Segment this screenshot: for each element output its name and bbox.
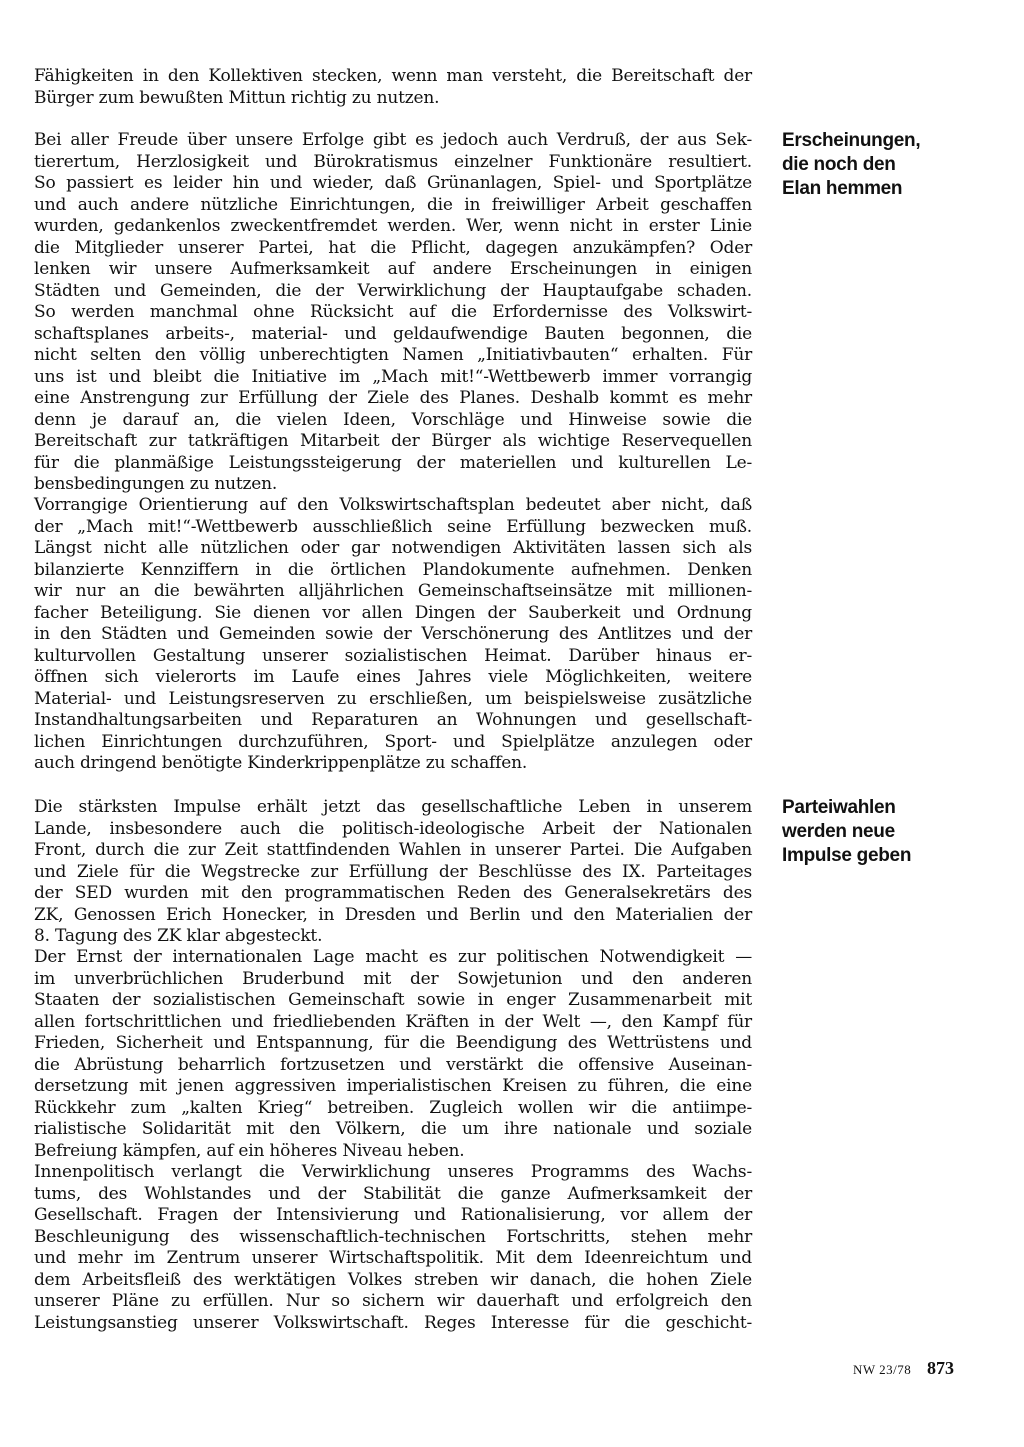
text-line: Front, durch die zur Zeit stattfindenden Wahlen in unserer Partei. Die Aufgaben <box>34 840 752 860</box>
text-line: die Abrüstung beharrlich fortzusetzen und verstärkt die offensive Auseinan- <box>34 1054 752 1075</box>
text-line: für die planmäßige Leistungssteigerung der materiellen und kulturellen Le- <box>34 452 752 473</box>
text-line: öffnen sich vielerorts im Laufe eines Jahres viele Möglichkeiten, weitere <box>34 667 752 687</box>
paragraph-5 <box>34 1162 752 1334</box>
text-line: im unverbrüchlichen Bruderbund mit der Sowjetunion und den anderen <box>34 968 752 989</box>
text-line: Städten und Gemeinden, die der Verwirklichung der Hauptaufgabe schaden. <box>34 280 752 301</box>
text-line: denn je darauf an, die vielen Ideen, Vorschläge und Hinweise sowie die <box>34 409 752 430</box>
text-line: in den Städten und Gemeinden sowie der Verschönerung des Antlitzes und der <box>34 624 752 644</box>
text-line: auch dringend benötigte Kinderkrippenplätze zu schaffen. <box>34 753 528 773</box>
text-line: Die stärksten Impulse erhält jetzt das gesellschaftliche Leben in unserem <box>34 797 752 817</box>
margin-heading-1 <box>782 129 982 201</box>
text-line: lichen Einrichtungen durchzuführen, Sport- und Spielplätze anzulegen oder <box>34 731 752 752</box>
text-line: rialistische Solidarität mit den Völkern, die um ihre nationale und soziale <box>34 1119 752 1139</box>
text-line: wir nur an die bewährten alljährlichen Gemeinschaftseinsätze mit millionen- <box>34 581 752 601</box>
text-line: und auch andere nützliche Einrichtungen, die in freiwilliger Arbeit geschaffen <box>34 194 752 215</box>
text-line: Bei aller Freude über unsere Erfolge gibt es jedoch auch Verdruß, der aus Sek- <box>34 130 752 150</box>
text-line: nicht selten den völlig unberechtigten Namen „Initiativbauten“ erhalten. Für <box>34 345 752 365</box>
text-line: die Mitglieder unserer Partei, hat die Pflicht, dagegen anzukämpfen? Oder <box>34 237 752 258</box>
text-line: dersetzung mit jenen aggressiven imperialistischen Kreisen zu führen, die eine <box>34 1076 752 1096</box>
text-line: bilanzierte Kennziffern in die örtlichen Plandokumente aufnehmen. Denken <box>34 559 752 580</box>
text-line: lenken wir unsere Aufmerksamkeit auf andere Erscheinungen in einigen <box>34 259 752 279</box>
text-line: tums, des Wohlstandes und der Stabilität die ganze Aufmerksamkeit der <box>34 1183 752 1204</box>
issue-label: NW 23/78 <box>853 1362 912 1377</box>
text-line: Bürger zum bewußten Mittun richtig zu nutzen. <box>34 87 440 108</box>
text-line: facher Beteiligung. Sie dienen vor allen Dingen der Sauberkeit und Ordnung <box>34 602 752 623</box>
text-line: Bereitschaft zur tatkräftigen Mitarbeit der Bürger als wichtige Reservequellen <box>34 431 752 451</box>
text-line: Lande, insbesondere auch die politisch-ideologische Arbeit der Nationalen <box>34 818 752 839</box>
text-line: bensbedingungen zu nutzen. <box>34 474 278 494</box>
text-line: kulturvollen Gestaltung unserer sozialistischen Heimat. Darüber hinaus er- <box>34 645 752 666</box>
text-line: Befreiung kämpfen, auf ein höheres Niveau heben. <box>34 1140 465 1161</box>
text-line: wurden, gedankenlos zweckentfremdet werden. Wer, wenn nicht in erster Linie <box>34 216 752 236</box>
text-line: So werden manchmal ohne Rücksicht auf die Erfordernisse des Volkswirt- <box>34 302 752 322</box>
text-line: Vorrangige Orientierung auf den Volkswirtschaftsplan bedeutet aber nicht, daß <box>34 495 752 515</box>
text-line: der „Mach mit!“-Wettbewerb ausschließlich seine Erfüllung bezwecken muß. <box>34 516 752 537</box>
text-line: eine Anstrengung zur Erfüllung der Ziele des Planes. Deshalb kommt es mehr <box>34 388 752 408</box>
text-line: Instandhaltungsarbeiten und Reparaturen an Wohnungen und gesellschaft- <box>34 710 752 730</box>
margin-heading-line: Erscheinungen, <box>782 130 921 151</box>
text-line: Material- und Leistungsreserven zu erschließen, um beispielsweise zusätzliche <box>34 688 752 709</box>
text-line: Frieden, Sicherheit und Entspannung, für die Beendigung des Wettrüstens und <box>34 1033 752 1053</box>
text-line: Fähigkeiten in den Kollektiven stecken, wenn man versteht, die Bereitschaft der <box>34 66 752 86</box>
text-line: und mehr im Zentrum unserer Wirtschaftspolitik. Mit dem Ideenreichtum und <box>34 1248 752 1268</box>
margin-heading-line: Parteiwahlen <box>782 797 896 818</box>
text-line: unserer Pläne zu erfüllen. Nur so sichern wir dauerhaft und erfolgreich den <box>34 1291 752 1311</box>
page-number: 873 <box>927 1358 954 1378</box>
text-line: der SED wurden mit den programmatischen Reden des Generalsekretärs des <box>34 883 752 903</box>
paragraph-4 <box>34 947 752 1162</box>
text-line: dem Arbeitsfleiß des werktätigen Volkes streben wir danach, die hohen Ziele <box>34 1269 752 1290</box>
text-line: Leistungsanstieg unserer Volkswirtschaft. Reges Interesse für die geschicht- <box>34 1312 752 1333</box>
text-line: und Ziele für die Wegstrecke zur Erfüllung der Beschlüsse des IX. Parteitages <box>34 861 752 882</box>
text-line: allen fortschrittlichen und friedliebenden Kräften in der Welt —, den Kampf für <box>34 1011 752 1032</box>
text-line: Der Ernst der internationalen Lage macht es zur politischen Notwendigkeit — <box>34 947 752 967</box>
paragraph-1 <box>34 130 752 496</box>
text-line: Gesellschaft. Fragen der Intensivierung und Rationalisierung, vor allem der <box>34 1205 752 1225</box>
margin-heading-line: die noch den <box>782 154 896 175</box>
text-line: tierertum, Herzlosigkeit und Bürokratismus einzelner Funktionäre resultiert. <box>34 151 752 172</box>
margin-heading-line: werden neue <box>782 821 895 842</box>
paragraph-3 <box>34 797 752 948</box>
text-line: Längst nicht alle nützlichen oder gar notwendigen Aktivitäten lassen sich als <box>34 538 752 558</box>
text-line: uns ist und bleibt die Initiative im „Mach mit!“-Wettbewerb immer vorrangig <box>34 366 752 387</box>
paragraph-0 <box>34 66 752 109</box>
margin-heading-2 <box>782 796 982 868</box>
text-line: Rückkehr zum „kalten Krieg“ betreiben. Zugleich wollen wir die antiimpe- <box>34 1097 752 1118</box>
text-line: ZK, Genossen Erich Honecker, in Dresden und Berlin und den Materialien der <box>34 904 752 925</box>
text-line: So passiert es leider hin und wieder, daß Grünanlagen, Spiel- und Sportplätze <box>34 173 752 193</box>
margin-heading-line: Impulse geben <box>782 845 912 866</box>
text-line: Beschleunigung des wissenschaftlich-technischen Fortschritts, stehen mehr <box>34 1226 752 1247</box>
text-line: Staaten der sozialistischen Gemeinschaft sowie in enger Zusammenarbeit mit <box>34 990 752 1010</box>
text-line: 8. Tagung des ZK klar abgesteckt. <box>34 926 323 946</box>
paragraph-2 <box>34 495 752 775</box>
text-line: Innenpolitisch verlangt die Verwirklichung unseres Programms des Wachs- <box>34 1162 752 1182</box>
text-line: schaftsplanes arbeits-, material- und geldaufwendige Bauten begonnen, die <box>34 323 752 344</box>
margin-heading-line: Elan hemmen <box>782 178 903 199</box>
